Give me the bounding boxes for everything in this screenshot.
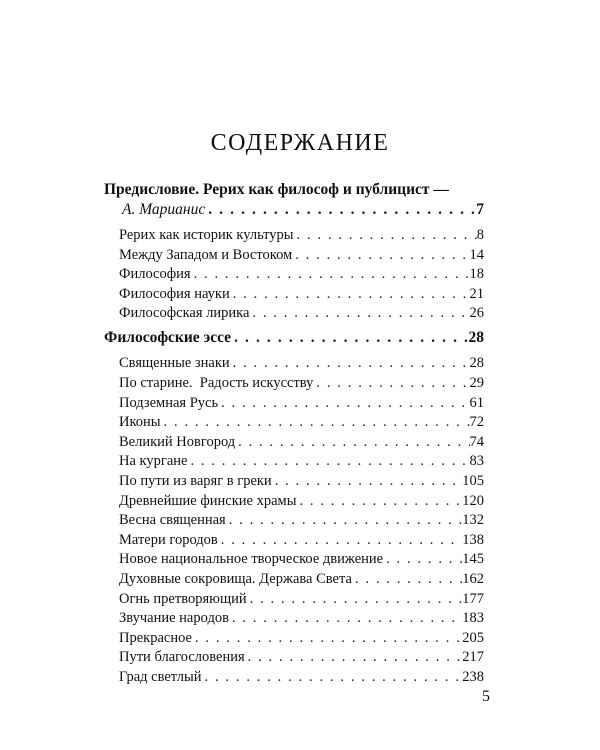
toc-page-number: 83 bbox=[469, 453, 484, 470]
toc-item-title: Весна священная bbox=[119, 512, 226, 529]
toc-item-title: Матери городов bbox=[119, 531, 218, 548]
dot-leader bbox=[218, 531, 462, 549]
toc-page-number: 74 bbox=[469, 433, 484, 450]
dot-leader bbox=[191, 265, 470, 283]
toc-item[interactable] bbox=[104, 354, 484, 372]
dot-leader bbox=[383, 550, 462, 568]
toc-item-title: Философская лирика bbox=[119, 305, 250, 322]
toc-item[interactable] bbox=[104, 413, 484, 431]
toc-item-title: Прекрасное bbox=[119, 629, 192, 646]
toc-item-title: Огнь претворяющий bbox=[119, 590, 247, 607]
toc-item[interactable] bbox=[104, 570, 484, 588]
toc-section-preface-title[interactable]: Предисловие. Рерих как философ и публицист — bbox=[104, 181, 449, 198]
toc-item-title: По пути из варяг в греки bbox=[119, 472, 272, 489]
dot-leader bbox=[187, 452, 469, 470]
toc-item[interactable] bbox=[104, 226, 484, 244]
toc-item-title: На кургане bbox=[119, 453, 188, 470]
toc-item-title: Рерих как историк культуры bbox=[119, 227, 294, 243]
toc-page-number: 61 bbox=[469, 394, 484, 411]
toc-page-number: 132 bbox=[462, 512, 484, 529]
toc-page-number: 29 bbox=[469, 374, 484, 391]
toc-item[interactable] bbox=[104, 304, 484, 322]
page-number: 5 bbox=[482, 688, 490, 705]
toc-item[interactable] bbox=[104, 394, 484, 412]
toc-page-number: 28 bbox=[468, 329, 484, 347]
toc-item[interactable] bbox=[104, 374, 484, 392]
toc-item[interactable] bbox=[104, 492, 484, 510]
toc-item-title: Пути благословения bbox=[119, 649, 245, 666]
toc-item[interactable] bbox=[104, 285, 484, 303]
dot-leader bbox=[296, 492, 462, 510]
dot-leader bbox=[245, 648, 463, 666]
dot-leader bbox=[352, 570, 462, 588]
dot-leader bbox=[247, 590, 463, 608]
toc-item-title: Великий Новгород bbox=[119, 433, 236, 450]
toc-item-title: Между Западом и Востоком bbox=[119, 246, 293, 263]
page-title: СОДЕРЖАНИЕ bbox=[210, 130, 390, 156]
toc-item[interactable] bbox=[104, 609, 484, 627]
toc-page-number: 21 bbox=[469, 285, 484, 302]
toc-item[interactable] bbox=[104, 531, 484, 549]
dot-leader bbox=[230, 285, 470, 303]
toc-section-essays[interactable] bbox=[104, 328, 484, 348]
dot-leader bbox=[161, 413, 470, 431]
toc-item[interactable] bbox=[104, 265, 484, 283]
dot-leader bbox=[230, 354, 470, 372]
toc-page-number: 7 bbox=[476, 201, 484, 218]
toc-page-number: 238 bbox=[462, 668, 484, 685]
toc-author: А. Марианис bbox=[122, 201, 206, 218]
toc-page-number: 26 bbox=[469, 305, 484, 322]
toc-item-title: Духовные сокровища. Держава Света bbox=[119, 570, 352, 587]
dot-leader bbox=[294, 226, 477, 244]
toc-page-number: 162 bbox=[462, 570, 484, 587]
toc-page-number: 120 bbox=[462, 492, 484, 509]
toc-page-number: 14 bbox=[469, 246, 484, 263]
toc-page-number: 217 bbox=[462, 649, 484, 666]
toc-item-title: Подземная Русь bbox=[119, 394, 219, 411]
table-of-contents bbox=[104, 180, 484, 687]
toc-item[interactable] bbox=[104, 648, 484, 666]
dot-leader bbox=[292, 246, 469, 264]
dot-leader bbox=[192, 629, 462, 647]
toc-section-preface-author-line[interactable] bbox=[104, 200, 484, 220]
dot-leader bbox=[218, 394, 469, 412]
dot-leader bbox=[231, 328, 468, 348]
toc-page-number: 8 bbox=[476, 227, 484, 243]
toc-item-title: Новое национальное творческое движение bbox=[119, 551, 384, 568]
toc-page-number: 183 bbox=[462, 610, 484, 627]
toc-item[interactable] bbox=[104, 246, 484, 264]
toc-page-number: 28 bbox=[469, 355, 484, 372]
toc-page-number: 138 bbox=[462, 531, 484, 548]
toc-item[interactable] bbox=[104, 472, 484, 490]
toc-item[interactable] bbox=[104, 452, 484, 470]
toc-item[interactable] bbox=[104, 511, 484, 529]
toc-page-number: 18 bbox=[469, 266, 484, 283]
toc-item-title: Философия науки bbox=[119, 285, 230, 302]
toc-item-title: Древнейшие финские храмы bbox=[119, 492, 297, 509]
dot-leader bbox=[313, 374, 469, 392]
toc-item[interactable] bbox=[104, 629, 484, 647]
toc-item[interactable] bbox=[104, 590, 484, 608]
dot-leader bbox=[249, 304, 469, 322]
dot-leader bbox=[272, 472, 463, 490]
toc-item[interactable] bbox=[104, 668, 484, 686]
toc-page-number: 145 bbox=[462, 551, 484, 568]
toc-item-title: Философия bbox=[119, 266, 191, 283]
toc-page-number: 177 bbox=[462, 590, 484, 607]
toc-item-title: По старине. Радость искусству bbox=[119, 374, 314, 391]
toc-section-title: Философские эссе bbox=[104, 329, 232, 347]
toc-item-title: Звучание народов bbox=[119, 610, 229, 627]
toc-item[interactable] bbox=[104, 433, 484, 451]
toc-item[interactable] bbox=[104, 550, 484, 568]
toc-page-number: 205 bbox=[462, 629, 484, 646]
dot-leader bbox=[202, 668, 463, 686]
toc-page-number: 105 bbox=[462, 472, 484, 489]
toc-item-title: Иконы bbox=[119, 414, 161, 431]
dot-leader bbox=[229, 609, 462, 627]
toc-item-title: Град светлый bbox=[119, 668, 202, 685]
toc-item-title: Священные знаки bbox=[119, 355, 230, 372]
dot-leader bbox=[226, 511, 463, 529]
toc-page-number: 72 bbox=[469, 414, 484, 431]
dot-leader bbox=[205, 200, 476, 220]
dot-leader bbox=[235, 433, 469, 451]
